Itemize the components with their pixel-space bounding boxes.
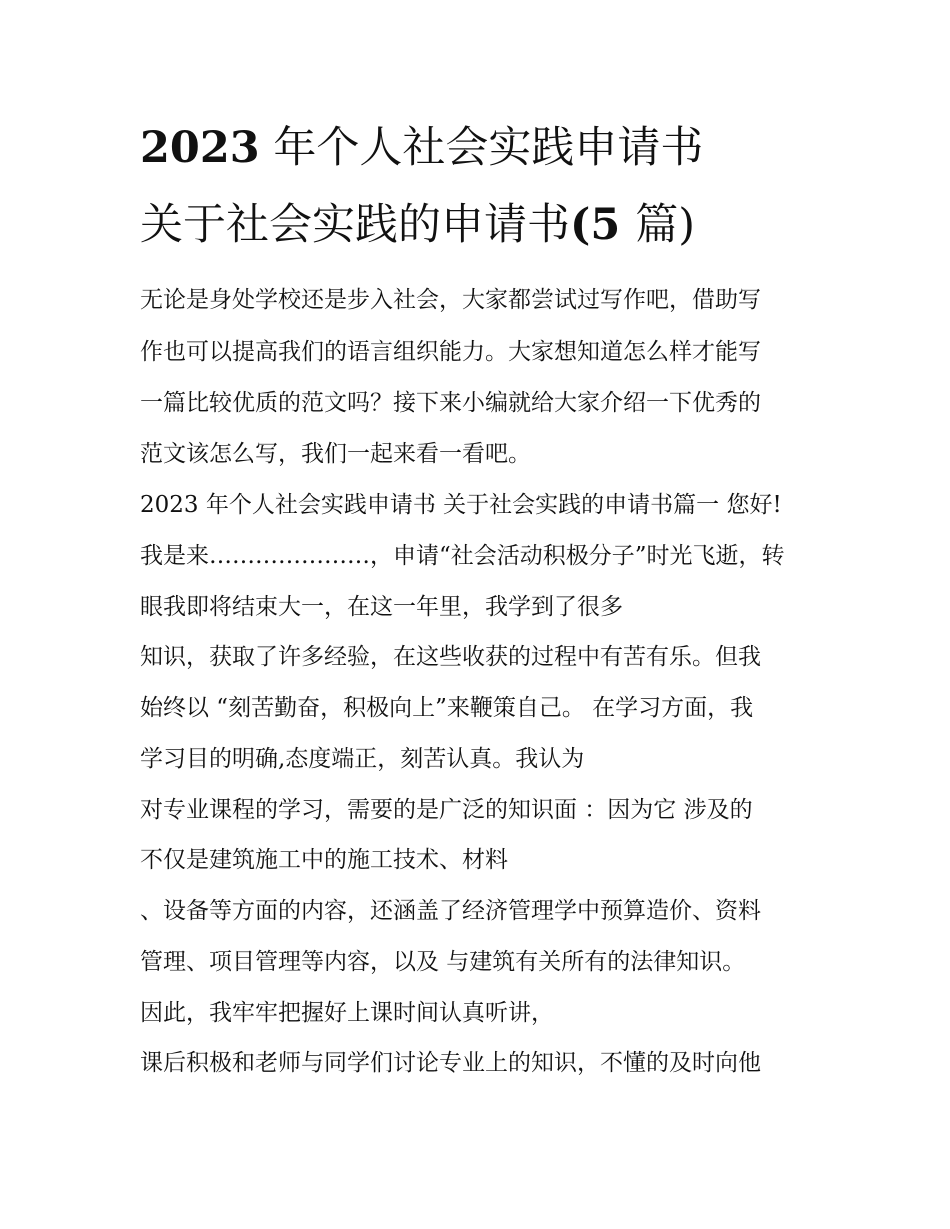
- body-line: 范文该怎么写，我们一起来看一看吧。: [140, 441, 531, 467]
- body-line: 管理、项目管理等内容，以及 与建筑有关所有的法律知识。: [140, 949, 746, 975]
- body-line: 、设备等方面的内容，还涵盖了经济管理学中预算造价、资料: [140, 898, 761, 924]
- title-line-1: [140, 123, 820, 173]
- body-line: 始终以 “刻苦勤奋，积极向上”来鞭策自己。 在学习方面，我: [140, 695, 754, 721]
- title-line-2-end: 篇): [635, 200, 696, 250]
- body-line: 2023 年个人社会实践申请书 关于社会实践的申请书篇一 您好!: [140, 492, 782, 518]
- body-line: 对专业课程的学习，需要的是广泛的知识面 ：因为它 涉及的: [140, 797, 753, 823]
- body-line: 知识，获取了许多经验，在这些收获的过程中有苦有乐。但我: [140, 644, 761, 670]
- body-line: 课后积极和老师与同学们讨论专业上的知识，不懂的及时向他: [140, 1050, 761, 1076]
- body-line: 学习目的明确,态度端正，刻苦认真。我认为: [140, 746, 585, 772]
- body-line: 无论是身处学校还是步入社会，大家都尝试过写作吧，借助写: [140, 287, 761, 313]
- title-year: 2023: [140, 123, 260, 173]
- body-line: 因此，我牢牢把握好上课时间认真听讲，: [140, 1000, 554, 1026]
- body-line: 不仅是建筑施工中的施工技术、材料: [140, 847, 508, 873]
- body-line: 一篇比较优质的范文吗？接下来小编就给大家介绍一下优秀的: [140, 390, 761, 416]
- body-line: 我是来…………………，申请“社会活动积极分子”时光飞逝，转: [140, 543, 785, 569]
- title-line-2-number: (5: [570, 200, 636, 250]
- title-line-2: [140, 200, 820, 250]
- title-line-2-text: 关于社会实践的申请书: [140, 200, 570, 250]
- body-line: 作也可以提高我们的语言组织能力。大家想知道怎么样才能写: [140, 339, 761, 365]
- body-line: 眼我即将结束大一，在这一年里，我学到了很多: [140, 594, 623, 620]
- title-line-1-text: 年个人社会实践申请书: [259, 123, 704, 173]
